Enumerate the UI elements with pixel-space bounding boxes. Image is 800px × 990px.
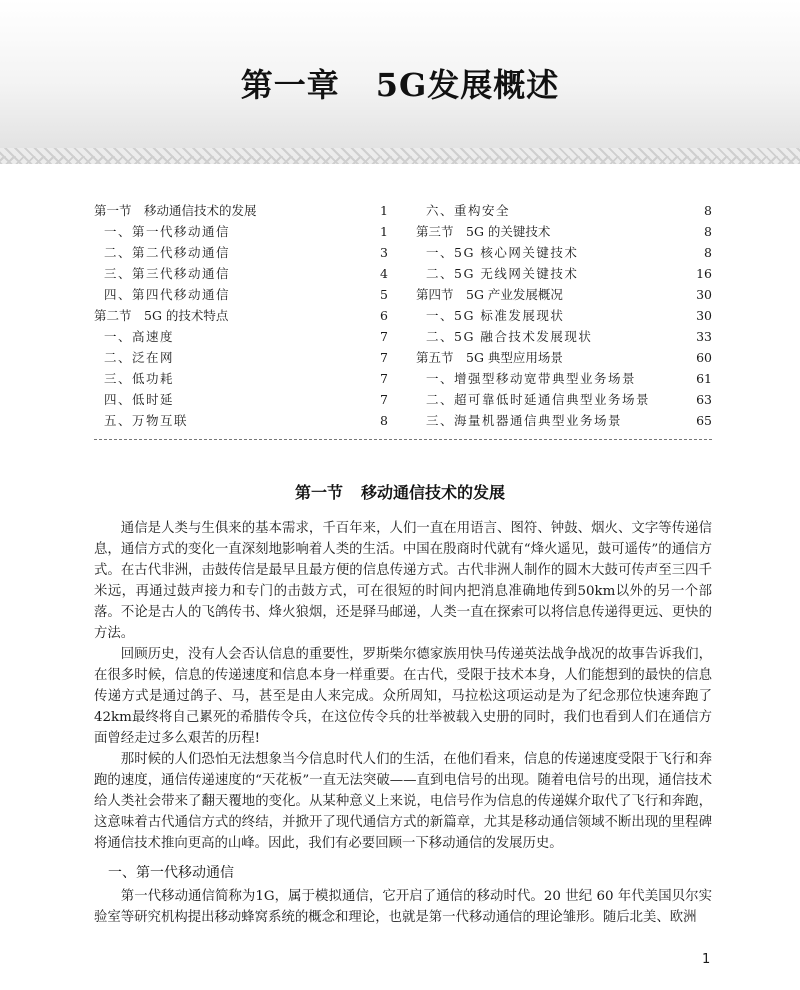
- toc-entry-label: 二、第二代移动通信: [104, 245, 231, 260]
- toc-entry-page: 7: [380, 371, 388, 386]
- toc-entry-page: 63: [696, 392, 712, 407]
- paragraph: 回顾历史，没有人会否认信息的重要性，罗斯柴尔德家族用快马传递英法战争战况的故事告诉我们，在很多时候，信息的传递速度和信息本身一样重要。在古代，受限于技术本身，人们能想到的最快的信息传递方式是通过鸽子、马，甚至是由人来完成。众所周知，马拉松这项运动是为了纪念那位快速奔跑了42km最终将自己累死的希腊传令兵，在这位传令兵的壮举被载入史册的同时，我们也看到人们在通信方面曾经走过多么艰苦的历程!: [94, 647, 712, 746]
- chevron-divider: [0, 148, 800, 164]
- toc-entry-page: 8: [704, 224, 712, 239]
- chapter-label: 第一章: [240, 66, 340, 104]
- toc-entry-label: 一、增强型移动宽带典型业务场景: [426, 371, 637, 386]
- toc-entry-label: 第五节 5G 典型应用场景: [416, 350, 563, 365]
- paragraph: 第一代移动通信简称为1G，属于模拟通信，它开启了通信的移动时代。20 世纪 60 年代美国贝尔实验室等研究机构提出移动蜂窝系统的概念和理论，也就是第一代移动通信的理论雏形。随后北美、欧洲: [94, 889, 712, 925]
- toc-entry[interactable]: [94, 368, 388, 389]
- chapter-title: [0, 60, 800, 106]
- toc-entry-page: 33: [696, 329, 712, 344]
- section-name: 移动通信技术的发展: [361, 483, 506, 502]
- toc-entry-page: 1: [380, 224, 388, 239]
- toc-entry-label: 第四节 5G 产业发展概况: [416, 287, 563, 302]
- section-title: [0, 480, 800, 503]
- toc-entry-label: 第三节 5G 的关键技术: [416, 224, 551, 239]
- paragraph: 那时候的人们恐怕无法想象当今信息时代人们的生活，在他们看来，信息的传递速度受限于飞行和奔跑的速度，通信传递速度的“天花板”一直无法突破——直到电信号的出现。随着电信号的出现，通信技术给人类社会带来了翻天覆地的变化。从某种意义上来说，电信号作为信息的传递媒介取代了飞行和奔跑，这意味着古代通信方式的终结，并掀开了现代通信方式的新篇章，尤其是移动通信领域不断出现的里程碑将通信技术推向更高的山峰。因此，我们有必要回顾一下移动通信的发展历史。: [94, 752, 712, 851]
- toc-entry-page: 6: [380, 308, 388, 323]
- toc-entry-label: 二、泛在网: [104, 350, 175, 365]
- toc-entry-label: 四、第四代移动通信: [104, 287, 231, 302]
- toc-entry[interactable]: [416, 347, 712, 368]
- toc-entry[interactable]: [94, 200, 388, 221]
- toc-entry-label: 第二节 5G 的技术特点: [94, 308, 229, 323]
- toc-entry-page: 3: [380, 245, 388, 260]
- toc-entry-label: 一、5G 标准发展现状: [426, 308, 565, 323]
- toc-entry-page: 8: [704, 203, 712, 218]
- toc-entry-page: 65: [696, 413, 712, 428]
- toc-entry-label: 一、5G 核心网关键技术: [426, 245, 579, 260]
- toc-entry-page: 61: [696, 371, 712, 386]
- toc-entry[interactable]: [94, 389, 388, 410]
- toc-entry[interactable]: [416, 389, 712, 410]
- toc-entry[interactable]: [416, 410, 712, 431]
- toc-entry-label: 三、低功耗: [104, 371, 175, 386]
- toc-entry[interactable]: [94, 284, 388, 305]
- body-text: [94, 518, 712, 854]
- toc-entry[interactable]: [94, 326, 388, 347]
- toc-entry-label: 四、低时延: [104, 392, 175, 407]
- toc-entry[interactable]: [416, 305, 712, 326]
- subsection-heading: 一、第一代移动通信: [108, 865, 234, 881]
- toc-entry[interactable]: [94, 263, 388, 284]
- chapter-name: 5G发展概述: [375, 66, 560, 104]
- toc-entry-page: 30: [696, 308, 712, 323]
- toc-entry-label: 第一节 移动通信技术的发展: [94, 203, 257, 218]
- toc-entry-label: 一、第一代移动通信: [104, 224, 231, 239]
- toc-entry-page: 7: [380, 392, 388, 407]
- toc-entry-page: 7: [380, 329, 388, 344]
- toc-entry-page: 5: [380, 287, 388, 302]
- toc-entry[interactable]: [416, 242, 712, 263]
- toc-entry-label: 三、第三代移动通信: [104, 266, 231, 281]
- toc-entry[interactable]: [94, 305, 388, 326]
- toc-column-left: [94, 200, 388, 431]
- toc-entry-label: 二、5G 融合技术发展现状: [426, 329, 593, 344]
- toc-divider: [94, 439, 712, 440]
- body-text-continued: [94, 886, 712, 928]
- toc-entry-page: 30: [696, 287, 712, 302]
- toc-entry-page: 8: [380, 413, 388, 428]
- toc-entry-page: 60: [696, 350, 712, 365]
- table-of-contents: [94, 200, 712, 432]
- toc-entry[interactable]: [416, 368, 712, 389]
- toc-entry-page: 4: [380, 266, 388, 281]
- toc-entry-label: 二、5G 无线网关键技术: [426, 266, 579, 281]
- toc-entry-label: 三、海量机器通信典型业务场景: [426, 413, 623, 428]
- toc-entry-page: 16: [696, 266, 712, 281]
- toc-entry[interactable]: [94, 347, 388, 368]
- toc-entry[interactable]: [416, 263, 712, 284]
- page-number: 1: [702, 952, 711, 967]
- toc-entry-page: 8: [704, 245, 712, 260]
- toc-entry-label: 二、超可靠低时延通信典型业务场景: [426, 392, 651, 407]
- toc-column-right: [416, 200, 712, 431]
- toc-entry-page: 7: [380, 350, 388, 365]
- toc-entry[interactable]: [94, 410, 388, 431]
- toc-entry-label: 五、万物互联: [104, 413, 189, 428]
- toc-entry[interactable]: [416, 284, 712, 305]
- toc-entry[interactable]: [94, 242, 388, 263]
- paragraph: 通信是人类与生俱来的基本需求，千百年来，人们一直在用语言、图符、钟鼓、烟火、文字等传递信息，通信方式的变化一直深刻地影响着人类的生活。中国在殷商时代就有“烽火遥见，鼓可遥传”的通信方式。在古代非洲，击鼓传信是最早且最方便的信息传递方式。古代非洲人制作的圆木大鼓可传声至三四千米远，再通过鼓声接力和专门的击鼓方式，可在很短的时间内把消息准确地传到50km以外的另一个部落。不论是古人的飞鸽传书、烽火狼烟，还是驿马邮递，人类一直在探索可以将信息传递得更远、更快的方法。: [94, 521, 712, 641]
- toc-entry[interactable]: [416, 221, 712, 242]
- toc-entry[interactable]: [94, 221, 388, 242]
- toc-entry-page: 1: [380, 203, 388, 218]
- toc-entry-label: 一、高速度: [104, 329, 175, 344]
- section-label: 第一节: [294, 483, 343, 502]
- toc-entry[interactable]: [416, 326, 712, 347]
- toc-entry-label: 六、重构安全: [426, 203, 511, 218]
- toc-entry[interactable]: [416, 200, 712, 221]
